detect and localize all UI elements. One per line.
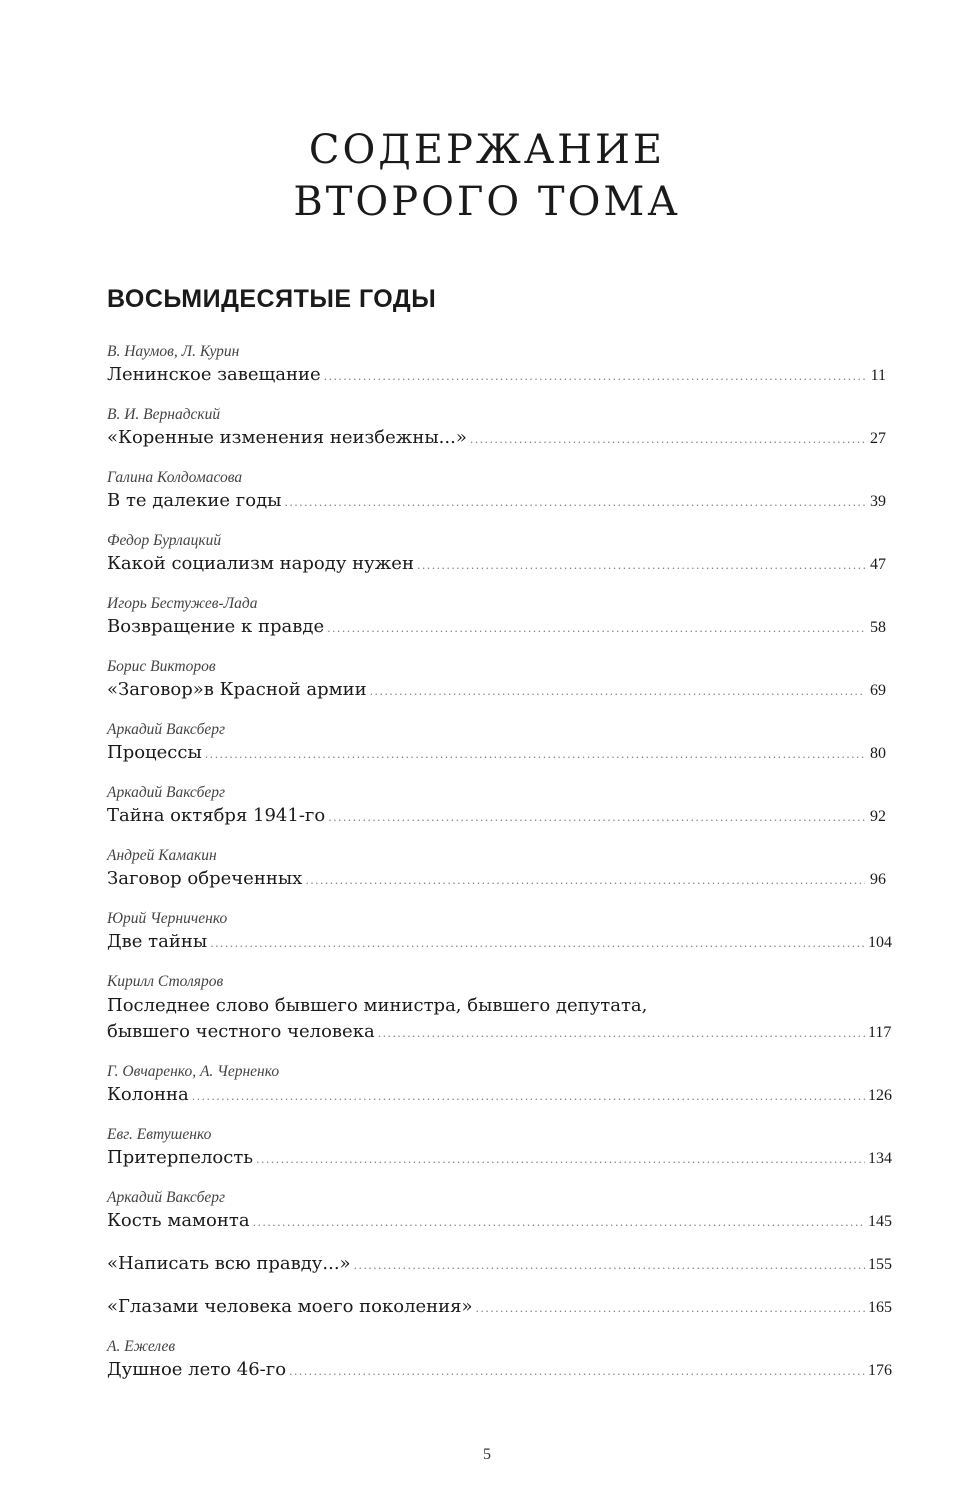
toc-entry[interactable] — [107, 405, 886, 453]
entry-title: В те далекие годы — [107, 490, 282, 511]
toc-entry[interactable] — [107, 1062, 892, 1110]
entry-title: Какой социализм народу нужен — [107, 553, 414, 574]
entry-title-line — [107, 1208, 892, 1236]
entry-author: Аркадий Ваксберг — [107, 784, 226, 801]
dot-leader — [327, 616, 865, 642]
entry-title-line — [107, 488, 886, 516]
dot-leader — [210, 931, 865, 957]
toc-entry[interactable] — [107, 1294, 892, 1322]
toc-entry[interactable] — [107, 846, 886, 894]
entry-title: Кость мамонта — [107, 1210, 250, 1231]
entry-title-line — [107, 1251, 892, 1279]
entry-author: В. И. Вернадский — [107, 406, 221, 423]
entry-page-number: 96 — [870, 871, 886, 888]
entry-page-number: 176 — [868, 1362, 892, 1379]
toc-entry[interactable] — [107, 657, 886, 705]
entry-title: Ленинское завещание — [107, 364, 321, 385]
entry-author: Аркадий Ваксберг — [107, 1189, 226, 1206]
entry-author: Аркадий Ваксберг — [107, 721, 226, 738]
toc-entry[interactable] — [107, 594, 886, 642]
toc-entry[interactable] — [107, 468, 886, 516]
entry-title: «Написать всю правду...» — [107, 1253, 351, 1274]
entry-title-line — [107, 614, 886, 642]
entry-author: Борис Викторов — [107, 658, 216, 675]
entry-page-number: 155 — [868, 1256, 892, 1273]
entry-title: Душное лето 46-го — [107, 1359, 287, 1380]
entry-page-number: 69 — [870, 682, 886, 699]
entry-page-number: 134 — [868, 1150, 892, 1167]
dot-leader — [284, 490, 865, 516]
entry-title: «Заговор»в Красной армии — [107, 679, 367, 700]
entry-title-line — [107, 1145, 892, 1173]
dot-leader — [289, 1359, 865, 1385]
entry-title-line — [107, 1357, 892, 1385]
entry-author: А. Ежелев — [107, 1338, 176, 1355]
entry-page-number: 27 — [870, 430, 886, 447]
entry-title: «Коренные изменения неизбежны...» — [107, 427, 467, 448]
dot-leader — [205, 742, 865, 768]
toc-entry[interactable] — [107, 1188, 892, 1236]
entry-page-number: 165 — [868, 1299, 892, 1316]
entry-author: В. Наумов, Л. Курин — [107, 343, 240, 360]
entry-title-first-line: Последнее слово бывшего министра, бывшего депутата, — [107, 995, 648, 1016]
entry-title: Колонна — [107, 1084, 189, 1105]
toc-entry[interactable] — [107, 1251, 892, 1279]
toc-entry[interactable] — [107, 909, 892, 957]
page-number-footer: 5 — [483, 1446, 491, 1463]
entry-page-number: 117 — [868, 1024, 892, 1041]
page-title — [0, 124, 974, 228]
entry-author: Андрей Камакин — [107, 847, 217, 864]
entry-title: «Глазами человека моего поколения» — [107, 1296, 473, 1317]
dot-leader — [253, 1210, 865, 1236]
entry-title-line — [107, 551, 886, 579]
entry-author: Юрий Черниченко — [107, 910, 228, 927]
entry-author: Евг. Евтушенко — [107, 1126, 212, 1143]
entry-title-line — [107, 740, 886, 768]
dot-leader — [417, 553, 865, 579]
toc-entry[interactable] — [107, 783, 886, 831]
entry-title: Две тайны — [107, 931, 208, 952]
table-of-contents — [107, 342, 892, 1400]
dot-leader — [256, 1147, 865, 1173]
dot-leader — [354, 1253, 865, 1279]
page-title-line-1: СОДЕРЖАНИЕ — [308, 127, 666, 173]
toc-entry[interactable] — [107, 720, 886, 768]
entry-author: Кирилл Столяров — [107, 973, 224, 990]
entry-title-line — [107, 1019, 892, 1047]
entry-title: Притерпелость — [107, 1147, 254, 1168]
entry-page-number: 11 — [870, 367, 886, 384]
toc-entry[interactable] — [107, 972, 892, 1047]
entry-page-number: 126 — [868, 1087, 892, 1104]
entry-author: Галина Колдомасова — [107, 469, 243, 486]
toc-entry[interactable] — [107, 531, 886, 579]
page-title-line-2: ВТОРОГО ТОМА — [293, 179, 681, 225]
entry-page-number: 92 — [870, 808, 886, 825]
dot-leader — [476, 1296, 865, 1322]
dot-leader — [378, 1021, 865, 1047]
entry-title: бывшего честного человека — [107, 1021, 375, 1042]
entry-title: Заговор обреченных — [107, 868, 303, 889]
dot-leader — [192, 1084, 865, 1110]
toc-entry[interactable] — [107, 1125, 892, 1173]
entry-author: Игорь Бестужев-Лада — [107, 595, 258, 612]
entry-title-line — [107, 677, 886, 705]
entry-page-number: 145 — [868, 1213, 892, 1230]
dot-leader — [328, 805, 865, 831]
entry-title: Возвращение к правде — [107, 616, 325, 637]
entry-title-line — [107, 1082, 892, 1110]
dot-leader — [324, 364, 865, 390]
toc-entry[interactable] — [107, 1337, 892, 1385]
entry-title-line — [107, 929, 892, 957]
entry-title-line — [107, 803, 886, 831]
entry-title: Процессы — [107, 742, 202, 763]
entry-page-number: 80 — [870, 745, 886, 762]
section-heading: ВОСЬМИДЕСЯТЫЕ ГОДЫ — [107, 285, 437, 313]
entry-page-number: 47 — [870, 556, 886, 573]
dot-leader — [305, 868, 865, 894]
dot-leader — [470, 427, 865, 453]
entry-title-line — [107, 866, 886, 894]
entry-page-number: 104 — [868, 934, 892, 951]
entry-author: Федор Бурлацкий — [107, 532, 222, 549]
dot-leader — [370, 679, 865, 705]
entry-title-line — [107, 1294, 892, 1322]
entry-author: Г. Овчаренко, А. Черненко — [107, 1063, 280, 1080]
toc-entry[interactable] — [107, 342, 886, 390]
entry-title-line — [107, 425, 886, 453]
entry-title: Тайна октября 1941-го — [107, 805, 326, 826]
entry-page-number: 58 — [870, 619, 886, 636]
entry-page-number: 39 — [870, 493, 886, 510]
entry-title-line — [107, 362, 886, 390]
